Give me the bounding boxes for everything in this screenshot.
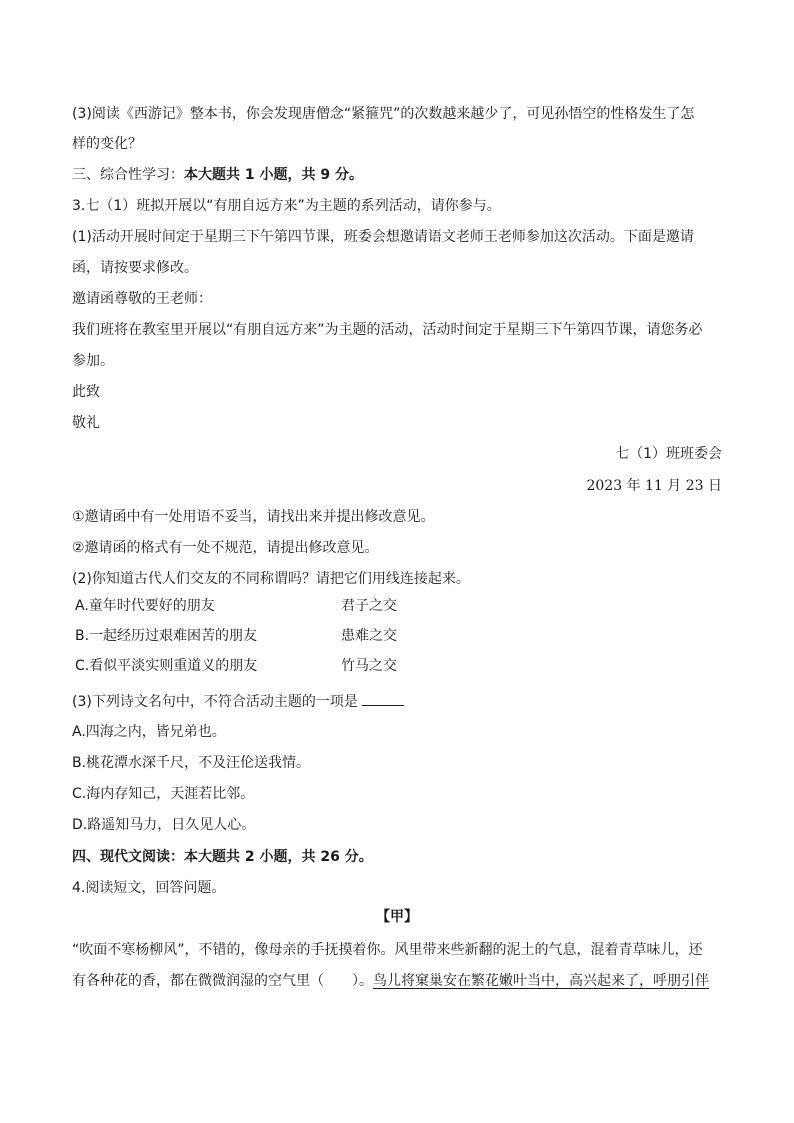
passage-line-2-text: 有各种花的香，都在微微润湿的空气里（ ）。 <box>72 973 373 989</box>
question-3-1-line-2: 函，请按要求修改。 <box>72 260 198 276</box>
matching-right-2: 患难之交 <box>341 628 397 644</box>
answer-blank[interactable] <box>362 691 404 706</box>
letter-body-line-2: 参加。 <box>72 353 114 369</box>
question-3-3 <box>72 691 404 712</box>
question-2-3-line-2: 样的变化？ <box>72 136 142 152</box>
letter-signature: 七（1）班班委会 <box>615 446 722 462</box>
letter-body-line-1: 我们班将在教室里开展以“有朋自远方来”为主题的活动，活动时间定于星期三下午第四节课，请您务必 <box>72 322 703 338</box>
section-4-heading <box>72 847 373 867</box>
section-3-heading <box>72 165 363 185</box>
question-2-3-line-1: (3)阅读《西游记》整本书，你会发现唐僧念“紧箍咒”的次数越来越少了，可见孙悟空的性格发生了怎 <box>72 106 695 122</box>
option-d: D.路遥知马力，日久见人心。 <box>72 817 256 833</box>
option-c: C.海内存知己，天涯若比邻。 <box>72 786 255 802</box>
letter-closing-1: 此致 <box>72 384 100 400</box>
question-3-2: (2)你知道古代人们交友的不同称谓吗？请把它们用线连接起来。 <box>72 571 470 587</box>
passage-line-2 <box>72 971 709 991</box>
question-3-item-2: ②邀请函的格式有一处不规范，请提出修改意见。 <box>72 540 379 556</box>
section-4-prefix: 四、现代文阅读： <box>72 849 184 865</box>
section-3-prefix: 三、综合性学习： <box>72 167 184 183</box>
matching-left-a: A.童年时代要好的朋友 <box>75 598 215 614</box>
section-4-info: 本大题共 2 小题，共 26 分。 <box>184 849 373 865</box>
question-3-item-1: ①邀请函中有一处用语不妥当，请找出来并提出修改意见。 <box>72 509 435 525</box>
section-3-info: 本大题共 1 小题，共 9 分。 <box>184 167 363 183</box>
passage-underlined-sentence: 鸟儿将窠巢安在繁花嫩叶当中，高兴起来了，呼朋引伴 <box>373 973 709 989</box>
letter-closing-2: 敬礼 <box>72 415 100 431</box>
question-3-intro: 3.七（1）班拟开展以“有朋自远方来”为主题的系列活动，请你参与。 <box>72 198 501 214</box>
question-3-1-line-1: (1)活动开展时间定于星期三下午第四节课，班委会想邀请语文老师王老师参加这次活动。下面是邀请 <box>72 229 694 245</box>
matching-right-1: 君子之交 <box>341 598 397 614</box>
matching-left-b: B.一起经历过艰难困苦的朋友 <box>75 628 258 644</box>
option-b: B.桃花潭水深千尺，不及汪伦送我情。 <box>72 755 311 771</box>
question-4-intro: 4.阅读短文，回答问题。 <box>72 880 226 896</box>
matching-right-3: 竹马之交 <box>341 658 397 674</box>
letter-date: 2023 年 11 月 23 日 <box>586 478 722 494</box>
letter-greeting: 邀请函尊敬的王老师： <box>72 291 212 307</box>
passage-heading: 【甲】 <box>376 909 418 925</box>
passage-line-1: “吹面不寒杨柳风”，不错的，像母亲的手抚摸着你。风里带来些新翻的泥土的气息，混着青草味儿，还 <box>72 942 703 958</box>
question-3-3-text: (3)下列诗文名句中，不符合活动主题的一项是 <box>72 694 358 710</box>
matching-left-c: C.看似平淡实则重道义的朋友 <box>75 658 258 674</box>
option-a: A.四海之内，皆兄弟也。 <box>72 724 226 740</box>
